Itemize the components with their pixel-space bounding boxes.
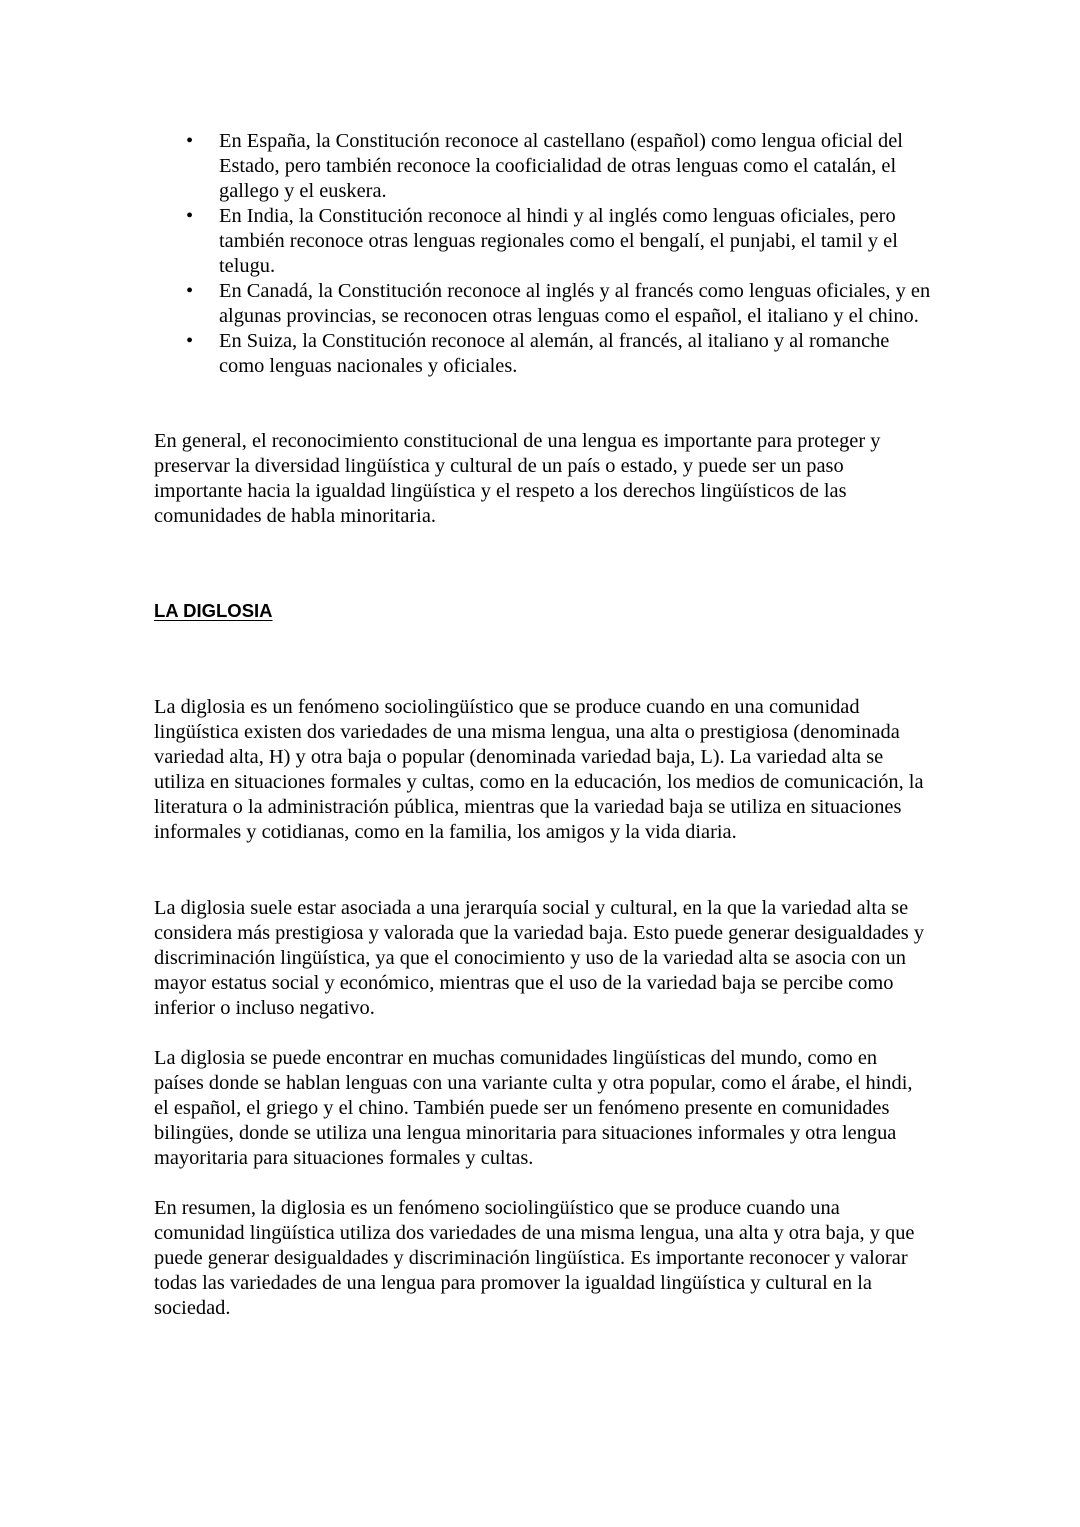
bullet-icon: • [186,205,194,227]
constitution-examples-list [154,129,934,379]
list-item-text: En Suiza, la Constitución reconoce al alemán, al francés, al italiano y al romanche como lenguas nacionales y oficiales. [219,330,890,377]
list-item [154,204,934,279]
list-item [154,129,934,204]
diglosia-examples-paragraph: La diglosia se puede encontrar en muchas comunidades lingüísticas del mundo, como en países donde se hablan lenguas con una variante culta y otra popular, como el árabe, el hindi, el español, el griego y el chino. También puede ser un fenómeno presente en comunidades bilingües, donde se utiliza una lengua minoritaria para situaciones informales y otra lengua mayoritaria para situaciones formales y cultas. [154,1047,913,1169]
list-item-text: En Canadá, la Constitución reconoce al inglés y al francés como lenguas oficiales, y en algunas provincias, se reconocen otras lenguas como el español, el italiano y el chino. [219,280,931,327]
diglosia-hierarchy-paragraph: La diglosia suele estar asociada a una jerarquía social y cultural, en la que la variedad alta se considera más prestigiosa y valorada que la variedad baja. Esto puede generar desigualdades y discriminación lingüística, ya que el conocimiento y uso de la variedad alta se asocia con un mayor estatus social y económico, mientras que el uso de la variedad baja se percibe como inferior o incluso negativo. [154,897,925,1019]
diglosia-definition-paragraph: La diglosia es un fenómeno sociolingüístico que se produce cuando en una comunidad lingüística existen dos variedades de una misma lengua, una alta o prestigiosa (denominada variedad alta, H) y otra baja o popular (denominada variedad baja, L). La variedad alta se utiliza en situaciones formales y cultas, como en la educación, los medios de comunicación, la literatura o la administración pública, mientras que la variedad baja se utiliza en situaciones informales y cotidianas, como en la familia, los amigos y la vida diaria. [154,696,924,843]
list-item [154,329,934,379]
list-item [154,279,934,329]
bullet-icon: • [186,330,194,352]
list-item-text: En España, la Constitución reconoce al castellano (español) como lengua oficial del Estado, pero también reconoce la cooficialidad de otras lenguas como el catalán, el gallego y el euskera. [219,130,903,202]
diglosia-summary-paragraph: En resumen, la diglosia es un fenómeno sociolingüístico que se produce cuando una comunidad lingüística utiliza dos variedades de una misma lengua, una alta y otra baja, y que puede generar desigualdades y discriminación lingüística. Es importante reconocer y valorar todas las variedades de una lengua para promover la igualdad lingüística y cultural en la sociedad. [154,1197,915,1319]
bullet-icon: • [186,130,194,152]
section-heading: LA DIGLOSIA [154,600,273,621]
bullet-icon: • [186,280,194,302]
list-item-text: En India, la Constitución reconoce al hindi y al inglés como lenguas oficiales, pero también reconoce otras lenguas regionales como el bengalí, el punjabi, el tamil y el telugu. [219,205,898,277]
general-conclusion-paragraph: En general, el reconocimiento constitucional de una lengua es importante para proteger y preservar la diversidad lingüística y cultural de un país o estado, y puede ser un paso importante hacia la igualdad lingüística y el respeto a los derechos lingüísticos de las comunidades de habla minoritaria. [154,430,881,527]
